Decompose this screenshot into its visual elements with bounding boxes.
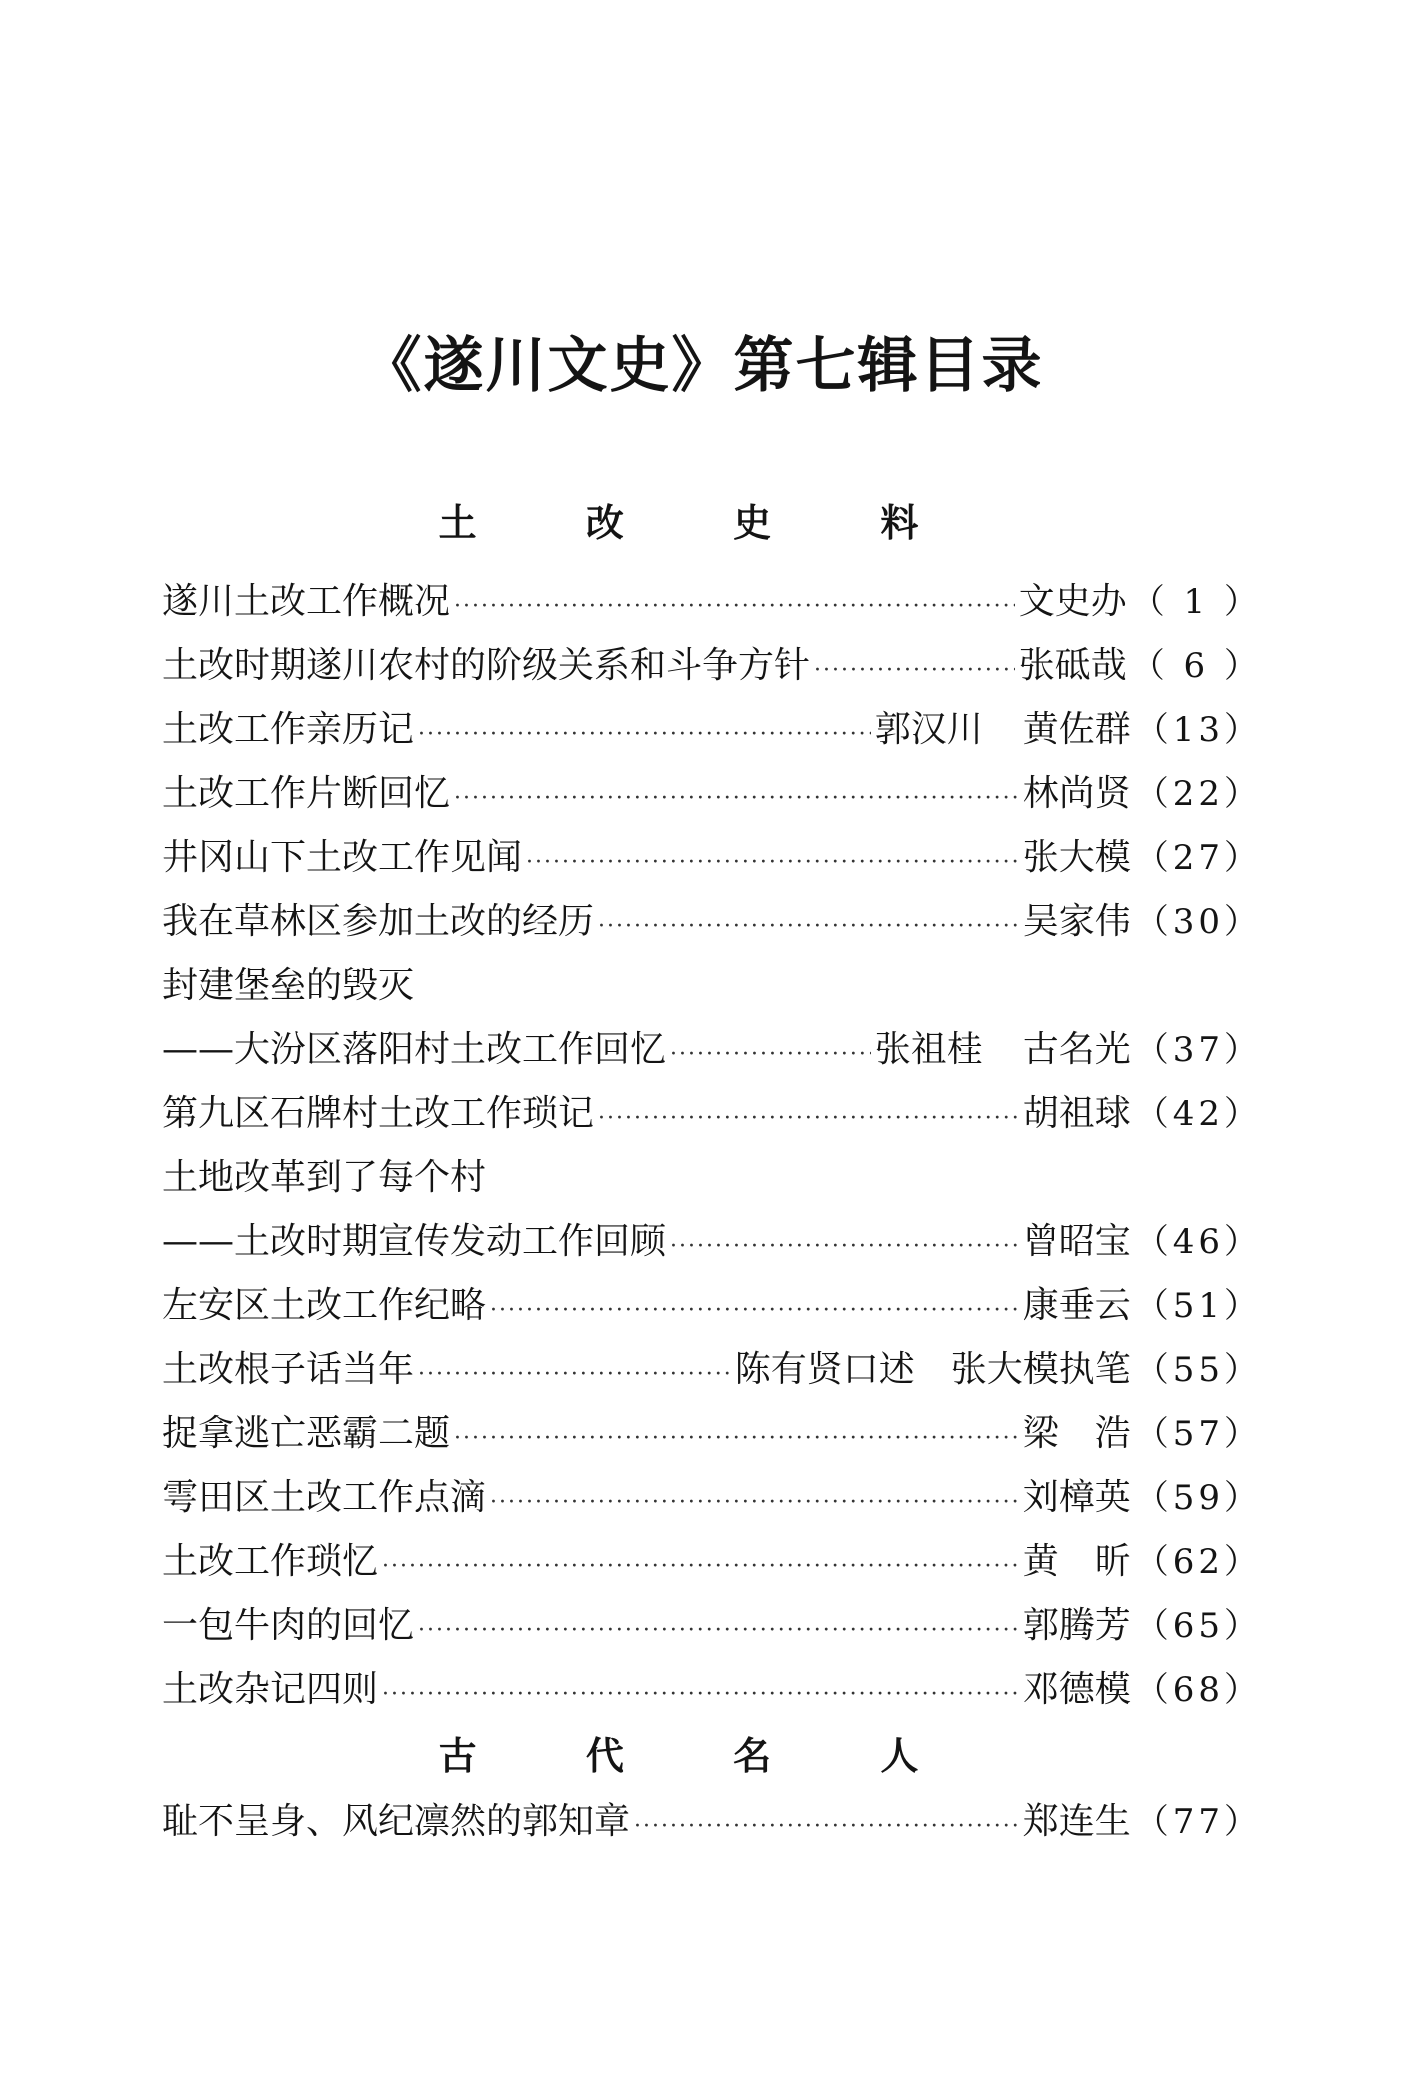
leader-dots: [490, 1471, 1019, 1535]
entry-author: 曾昭宝: [1022, 1221, 1131, 1262]
entry-author: 林尚贤: [1022, 773, 1131, 814]
entry-page: （37）: [1134, 1030, 1262, 1070]
entry-author: 陈有贤口述: [734, 1349, 915, 1390]
entry-author: 刘樟英: [1022, 1477, 1131, 1518]
toc-entry: [162, 634, 1262, 698]
entry-page: （42）: [1134, 1094, 1262, 1134]
toc-entry: [162, 1530, 1262, 1594]
leader-dots: [454, 575, 1015, 639]
section-heading-ancient-figures: 古 代 名 人: [438, 1734, 967, 1778]
toc-entry: [162, 762, 1262, 826]
toc-entry: [162, 826, 1262, 890]
entry-page: （13）: [1134, 710, 1262, 750]
entry-author: 张大模: [1022, 837, 1131, 878]
leader-dots: [454, 767, 1019, 831]
leader-dots: [418, 1343, 731, 1407]
toc-entry: [162, 1658, 1262, 1722]
entry-author: 郑连生: [1022, 1801, 1131, 1842]
entry-title: 遂川土改工作概况: [162, 581, 451, 622]
entry-page: （ 1 ）: [1130, 582, 1262, 622]
leader-dots: [490, 1279, 1019, 1343]
entry-page: （22）: [1134, 774, 1262, 814]
entry-author: 郭汉川: [874, 709, 983, 750]
entry-author: 邓德模: [1022, 1669, 1131, 1710]
toc-entry: [162, 1274, 1262, 1338]
entry-title: ——大汾区落阳村土改工作回忆: [162, 1029, 667, 1070]
leader-dots: [670, 1023, 871, 1087]
entry-title: 土改工作亲历记: [162, 709, 415, 750]
entry-author: 郭腾芳: [1022, 1605, 1131, 1646]
toc-entry: [162, 1210, 1262, 1274]
toc-entry: [162, 890, 1262, 954]
toc-entry: [162, 1402, 1262, 1466]
entry-title: 土改工作片断回忆: [162, 773, 451, 814]
leader-dots: [598, 1087, 1019, 1151]
toc-entry: [162, 1338, 1262, 1402]
entry-page: （ 6 ）: [1130, 646, 1262, 686]
entry-title: 土改根子话当年: [162, 1349, 415, 1390]
toc-entry: [162, 1594, 1262, 1658]
leader-dots: [526, 831, 1019, 895]
entry-title: 一包牛肉的回忆: [162, 1605, 415, 1646]
leader-dots: [598, 895, 1019, 959]
entry-page: （59）: [1134, 1478, 1262, 1518]
toc-entry: [162, 1146, 1262, 1210]
entry-title: 土地改革到了每个村: [162, 1157, 487, 1198]
entry-author-second: 黄佐群: [1022, 709, 1131, 750]
toc-entry: [162, 1082, 1262, 1146]
entry-author: 张祖桂: [874, 1029, 983, 1070]
entry-author-second: 古名光: [1022, 1029, 1131, 1070]
entry-author: 吴家伟: [1022, 901, 1131, 942]
entry-page: （46）: [1134, 1222, 1262, 1262]
entry-page: （30）: [1134, 902, 1262, 942]
entry-author-second: 张大模执笔: [950, 1349, 1131, 1390]
entry-title: 封建堡垒的毁灭: [162, 965, 415, 1006]
leader-dots: [454, 1407, 1019, 1471]
toc-list-ancient-figures: [162, 1790, 1262, 1854]
entry-page: （27）: [1134, 838, 1262, 878]
entry-title: ——土改时期宣传发动工作回顾: [162, 1221, 667, 1262]
entry-title: 耻不呈身、风纪凛然的郭知章: [162, 1801, 631, 1842]
entry-title: 我在草林区参加土改的经历: [162, 901, 595, 942]
entry-author: 黄 昕: [1022, 1541, 1131, 1582]
entry-author: 梁 浩: [1022, 1413, 1131, 1454]
entry-title: 左安区土改工作纪略: [162, 1285, 487, 1326]
entry-author: 胡祖球: [1022, 1093, 1131, 1134]
leader-dots: [382, 1535, 1019, 1599]
entry-page: （51）: [1134, 1286, 1262, 1326]
entry-title: 土改杂记四则: [162, 1669, 379, 1710]
toc-list-land-reform: [162, 570, 1262, 1722]
entry-page: （77）: [1134, 1802, 1262, 1842]
entry-title: 土改工作琐忆: [162, 1541, 379, 1582]
toc-entry: [162, 954, 1262, 1018]
entry-page: （68）: [1134, 1670, 1262, 1710]
entry-title: 土改时期遂川农村的阶级关系和斗争方针: [162, 645, 811, 686]
leader-dots: [418, 1599, 1019, 1663]
entry-page: （62）: [1134, 1542, 1262, 1582]
entry-author: 康垂云: [1022, 1285, 1131, 1326]
entry-page: （57）: [1134, 1414, 1262, 1454]
leader-dots: [670, 1215, 1019, 1279]
entry-author: 张砥哉: [1018, 645, 1127, 686]
section-heading-land-reform: 土 改 史 料: [438, 501, 967, 545]
entry-title: 雩田区土改工作点滴: [162, 1477, 487, 1518]
leader-dots: [814, 639, 1015, 703]
entry-title: 井冈山下土改工作见闻: [162, 837, 523, 878]
entry-page: （65）: [1134, 1606, 1262, 1646]
toc-entry: [162, 698, 1262, 762]
leader-dots: [382, 1663, 1019, 1727]
leader-dots: [418, 703, 871, 767]
toc-entry: [162, 1466, 1262, 1530]
toc-entry: [162, 1018, 1262, 1082]
entry-title: 第九区石牌村土改工作琐记: [162, 1093, 595, 1134]
page-title: 《遂川文史》第七辑目录: [361, 331, 1044, 401]
toc-entry: [162, 570, 1262, 634]
entry-title: 捉拿逃亡恶霸二题: [162, 1413, 451, 1454]
entry-author: 文史办: [1018, 581, 1127, 622]
entry-page: （55）: [1134, 1350, 1262, 1390]
toc-entry: [162, 1790, 1262, 1854]
leader-dots: [634, 1795, 1019, 1859]
